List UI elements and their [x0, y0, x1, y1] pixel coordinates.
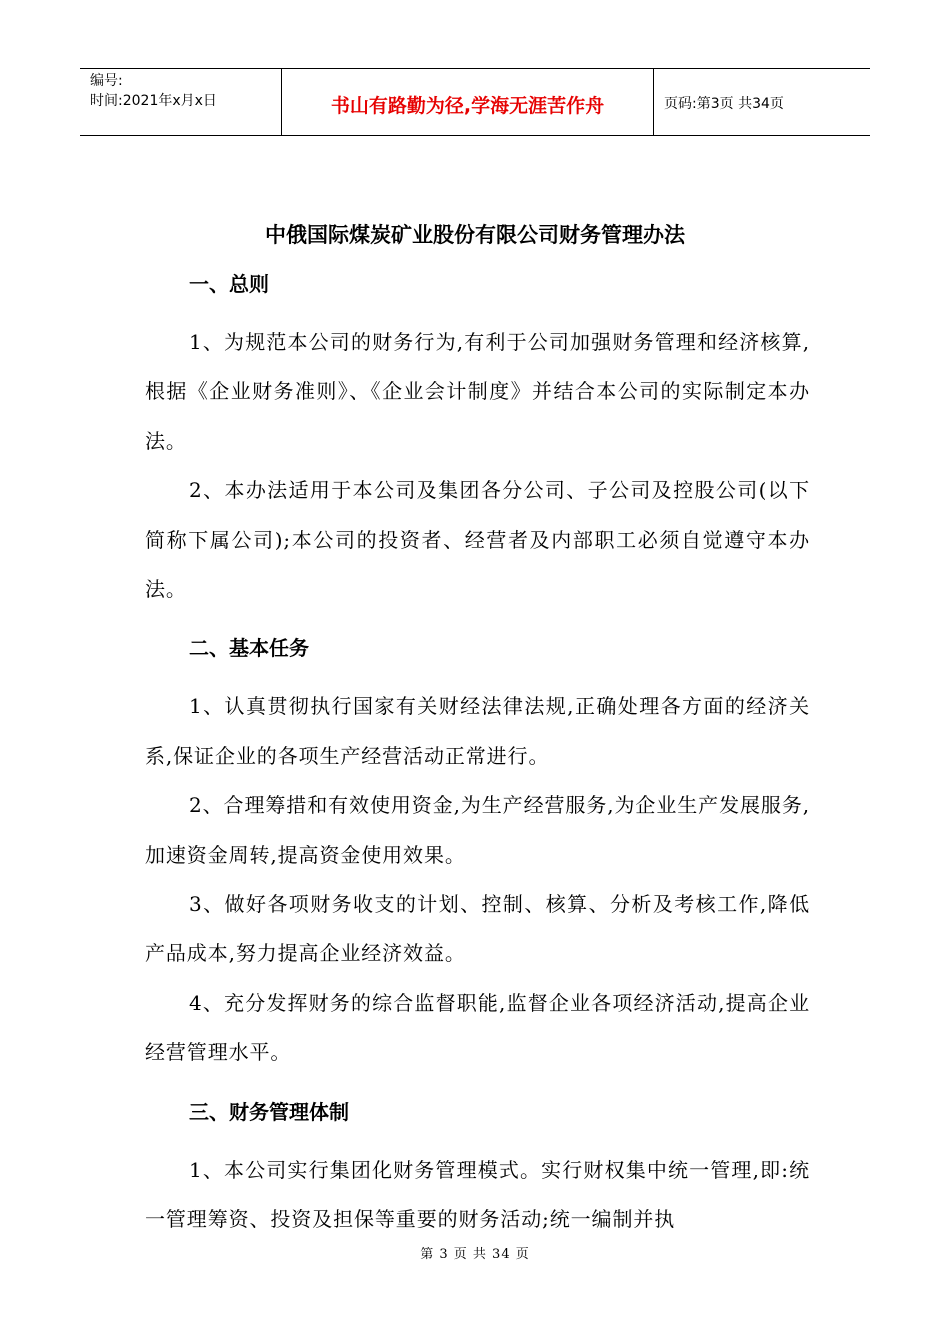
motto-text: 书山有路勤为径,学海无涯苦作舟	[330, 94, 605, 117]
code-label: 编号:	[90, 73, 123, 89]
document-title: 中俄国际煤炭矿业股份有限公司财务管理办法	[265, 223, 685, 247]
page-info-text: 页码:第3页 共34页	[664, 96, 784, 112]
paragraph: 2、合理筹措和有效使用资金,为生产经营服务,为企业生产发展服务,加速资金周转,提高资金使用效果。	[145, 793, 810, 867]
page-info-cell	[654, 69, 870, 135]
date-line: 时间:2021年x月x日	[90, 93, 217, 109]
document-body	[145, 268, 810, 1245]
section-heading-basic-tasks: 二、基本任务	[189, 636, 309, 661]
header-table	[80, 68, 870, 136]
paragraph: 1、为规范本公司的财务行为,有利于公司加强财务管理和经济核算,根据《企业财务准则》、《企业会计制度》并结合本公司的实际制定本办法。	[145, 330, 810, 453]
section-heading-management-system: 三、财务管理体制	[189, 1099, 349, 1124]
header-info-cell	[80, 69, 282, 135]
paragraph: 2、本办法适用于本公司及集团各分公司、子公司及控股公司(以下简称下属公司);本公司的投资者、经营者及内部职工必须自觉遵守本办法。	[145, 478, 810, 602]
motto-cell	[282, 69, 654, 135]
paragraph: 1、认真贯彻执行国家有关财经法律法规,正确处理各方面的经济关系,保证企业的各项生产经营活动正常进行。	[145, 694, 810, 768]
paragraph: 1、本公司实行集团化财务管理模式。实行财权集中统一管理,即:统一管理筹资、投资及担保等重要的财务活动;统一编制并执	[145, 1157, 810, 1232]
page-footer: 第 3 页 共 34 页	[420, 1247, 530, 1262]
section-heading-general: 一、总则	[189, 272, 269, 296]
paragraph: 4、充分发挥财务的综合监督职能,监督企业各项经济活动,提高企业经营管理水平。	[145, 990, 810, 1065]
paragraph: 3、做好各项财务收支的计划、控制、核算、分析及考核工作,降低产品成本,努力提高企业经济效益。	[145, 892, 810, 966]
